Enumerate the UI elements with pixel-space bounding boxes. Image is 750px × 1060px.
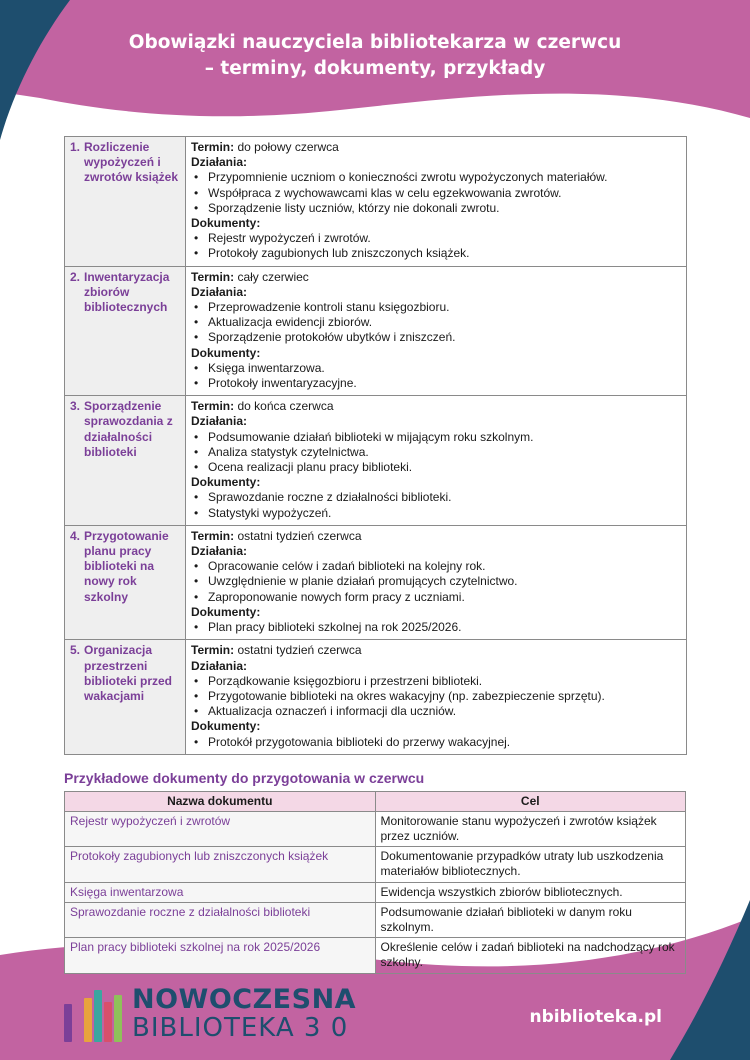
docs-table	[64, 791, 686, 974]
duty-term	[191, 529, 681, 544]
main-content	[64, 136, 686, 974]
duty-number: 3.	[70, 399, 81, 414]
duty-row	[65, 525, 687, 639]
doc-item: • Protokół przygotowania biblioteki do przerwy wakacyjnej.	[191, 735, 681, 750]
action-item: • Aktualizacja oznaczeń i informacji dla uczniów.	[191, 704, 681, 719]
logo-line1: NOWOCZESNA	[132, 984, 357, 1015]
duty-section-cell	[65, 266, 186, 396]
docs-list	[191, 490, 681, 520]
duty-title: Organizacja przestrzeni biblioteki przed wakacjami	[84, 643, 173, 703]
page-title	[0, 30, 750, 82]
docs-label: Dokumenty:	[191, 604, 261, 619]
action-item: • Sporządzenie listy uczniów, którzy nie dokonali zwrotu.	[191, 201, 681, 216]
duty-details-cell	[186, 396, 687, 526]
action-item: • Uwzględnienie w planie działań promujących czytelnictwo.	[191, 574, 681, 589]
docs-header-goal: Cel	[375, 791, 686, 811]
actions-label: Działania:	[191, 414, 248, 429]
book-spine	[64, 1004, 72, 1042]
page-title-line1: Obowiązki nauczyciela bibliotekarza w czerwcu	[128, 32, 622, 53]
docs-label: Dokumenty:	[191, 719, 261, 734]
action-item: • Przygotowanie biblioteki na okres wakacyjny (np. zabezpieczenie sprzętu).	[191, 689, 681, 704]
doc-name-cell: Plan pracy biblioteki szkolnej na rok 2025/2026	[65, 938, 376, 973]
action-item: • Zaproponowanie nowych form pracy z uczniami.	[191, 590, 681, 605]
duty-details-cell	[186, 266, 687, 396]
book-spine	[94, 990, 102, 1042]
term-value: do końca czerwca	[234, 399, 334, 414]
action-item: • Opracowanie celów i zadań biblioteki na kolejny rok.	[191, 559, 681, 574]
action-item: • Aktualizacja ewidencji zbiorów.	[191, 315, 681, 330]
doc-item: • Statystyki wypożyczeń.	[191, 506, 681, 521]
duty-section-cell	[65, 640, 186, 754]
term-label: Termin:	[191, 399, 235, 414]
docs-list	[191, 231, 681, 261]
book-spine	[84, 998, 92, 1042]
duty-section-cell	[65, 525, 186, 639]
duty-number: 2.	[70, 269, 81, 284]
actions-list	[191, 674, 681, 720]
action-item: • Ocena realizacji planu pracy biblioteki.	[191, 460, 681, 475]
docs-header-name: Nazwa dokumentu	[65, 791, 376, 811]
duty-section-cell	[65, 137, 186, 267]
action-item: • Porządkowanie księgozbioru i przestrzeni biblioteki.	[191, 674, 681, 689]
docs-list	[191, 735, 681, 750]
docs-label: Dokumenty:	[191, 475, 261, 490]
doc-item: • Protokoły zagubionych lub zniszczonych książek.	[191, 246, 681, 261]
doc-name-cell: Sprawozdanie roczne z działalności biblioteki	[65, 902, 376, 937]
actions-label: Działania:	[191, 155, 248, 170]
docs-label: Dokumenty:	[191, 216, 261, 231]
term-label: Termin:	[191, 643, 235, 658]
duty-number: 5.	[70, 643, 81, 658]
brand-logo	[64, 986, 356, 1042]
duty-row	[65, 266, 687, 396]
duty-term	[191, 643, 681, 658]
actions-list	[191, 170, 681, 216]
duty-title: Rozliczenie wypożyczeń i zwrotów książek	[84, 140, 179, 185]
duty-title: Przygotowanie planu pracy biblioteki na nowy rok szkolny	[84, 528, 169, 604]
actions-list	[191, 300, 681, 346]
actions-label: Działania:	[191, 658, 248, 673]
doc-name-cell: Księga inwentarzowa	[65, 882, 376, 902]
action-item: • Sporządzenie protokołów ubytków i zniszczeń.	[191, 330, 681, 345]
doc-goal-cell: Podsumowanie działań biblioteki w danym roku szkolnym.	[375, 902, 686, 937]
docs-list	[191, 361, 681, 391]
actions-list	[191, 430, 681, 476]
page-title-line2: – terminy, dokumenty, przykłady	[204, 58, 546, 79]
site-url-link[interactable]: nbiblioteka.pl	[529, 1007, 662, 1027]
duty-row	[65, 137, 687, 267]
term-label: Termin:	[191, 528, 235, 543]
docs-heading: Przykładowe dokumenty do przygotowania w czerwcu	[64, 769, 425, 786]
docs-label: Dokumenty:	[191, 345, 261, 360]
duty-term	[191, 140, 681, 155]
actions-label: Działania:	[191, 284, 248, 299]
doc-name-cell: Protokoły zagubionych lub zniszczonych książek	[65, 847, 376, 882]
duty-number: 4.	[70, 528, 81, 543]
table-row	[65, 847, 686, 882]
duty-row	[65, 396, 687, 526]
duty-title: Inwentaryzacja zbiorów bibliotecznych	[84, 269, 170, 315]
term-label: Termin:	[191, 140, 235, 154]
action-item: • Przeprowadzenie kontroli stanu księgozbioru.	[191, 300, 681, 315]
books-icon	[64, 990, 124, 1042]
book-spine	[114, 995, 122, 1042]
duty-details-cell	[186, 640, 687, 754]
duty-title: Sporządzenie sprawozdania z działalności biblioteki	[84, 399, 173, 459]
doc-item: • Plan pracy biblioteki szkolnej na rok 2025/2026.	[191, 620, 681, 635]
logo-line2: BIBLIOTEKA 3 0	[132, 1013, 349, 1043]
table-row	[65, 882, 686, 902]
doc-goal-cell: Monitorowanie stanu wypożyczeń i zwrotów książek przez uczniów.	[375, 811, 686, 846]
docs-list	[191, 620, 681, 635]
term-value: ostatni tydzień czerwca	[234, 528, 362, 543]
doc-goal-cell: Dokumentowanie przypadków utraty lub uszkodzenia materiałów bibliotecznych.	[375, 847, 686, 882]
table-row	[65, 938, 686, 973]
duty-number: 1.	[70, 140, 81, 154]
doc-item: • Rejestr wypożyczeń i zwrotów.	[191, 231, 681, 246]
doc-goal-cell: Ewidencja wszystkich zbiorów bibliotecznych.	[375, 882, 686, 902]
doc-name-cell: Rejestr wypożyczeń i zwrotów	[65, 811, 376, 846]
duty-section-cell	[65, 396, 186, 526]
action-item: • Przypomnienie uczniom o konieczności zwrotu wypożyczonych materiałów.	[191, 170, 681, 185]
book-spine	[104, 1002, 112, 1042]
duty-details-cell	[186, 525, 687, 639]
term-value: cały czerwiec	[234, 269, 309, 284]
action-item: • Analiza statystyk czytelnictwa.	[191, 445, 681, 460]
action-item: • Współpraca z wychowawcami klas w celu egzekwowania zwrotów.	[191, 186, 681, 201]
actions-list	[191, 559, 681, 605]
table-row	[65, 811, 686, 846]
doc-item: • Sprawozdanie roczne z działalności biblioteki.	[191, 490, 681, 505]
term-value: ostatni tydzień czerwca	[234, 643, 362, 658]
book-spine	[74, 992, 82, 1042]
duties-table	[64, 136, 687, 755]
duty-row	[65, 640, 687, 754]
doc-item: • Protokoły inwentaryzacyjne.	[191, 376, 681, 391]
doc-item: • Księga inwentarzowa.	[191, 361, 681, 376]
table-row	[65, 902, 686, 937]
actions-label: Działania:	[191, 544, 248, 559]
term-value: do połowy czerwca	[234, 140, 339, 154]
duty-term	[191, 399, 681, 414]
docs-header-row	[65, 791, 686, 811]
duty-term	[191, 270, 681, 285]
term-label: Termin:	[191, 269, 235, 284]
duty-details-cell	[186, 137, 687, 267]
doc-goal-cell: Określenie celów i zadań biblioteki na nadchodzący rok szkolny.	[375, 938, 686, 973]
action-item: • Podsumowanie działań biblioteki w mijającym roku szkolnym.	[191, 430, 681, 445]
